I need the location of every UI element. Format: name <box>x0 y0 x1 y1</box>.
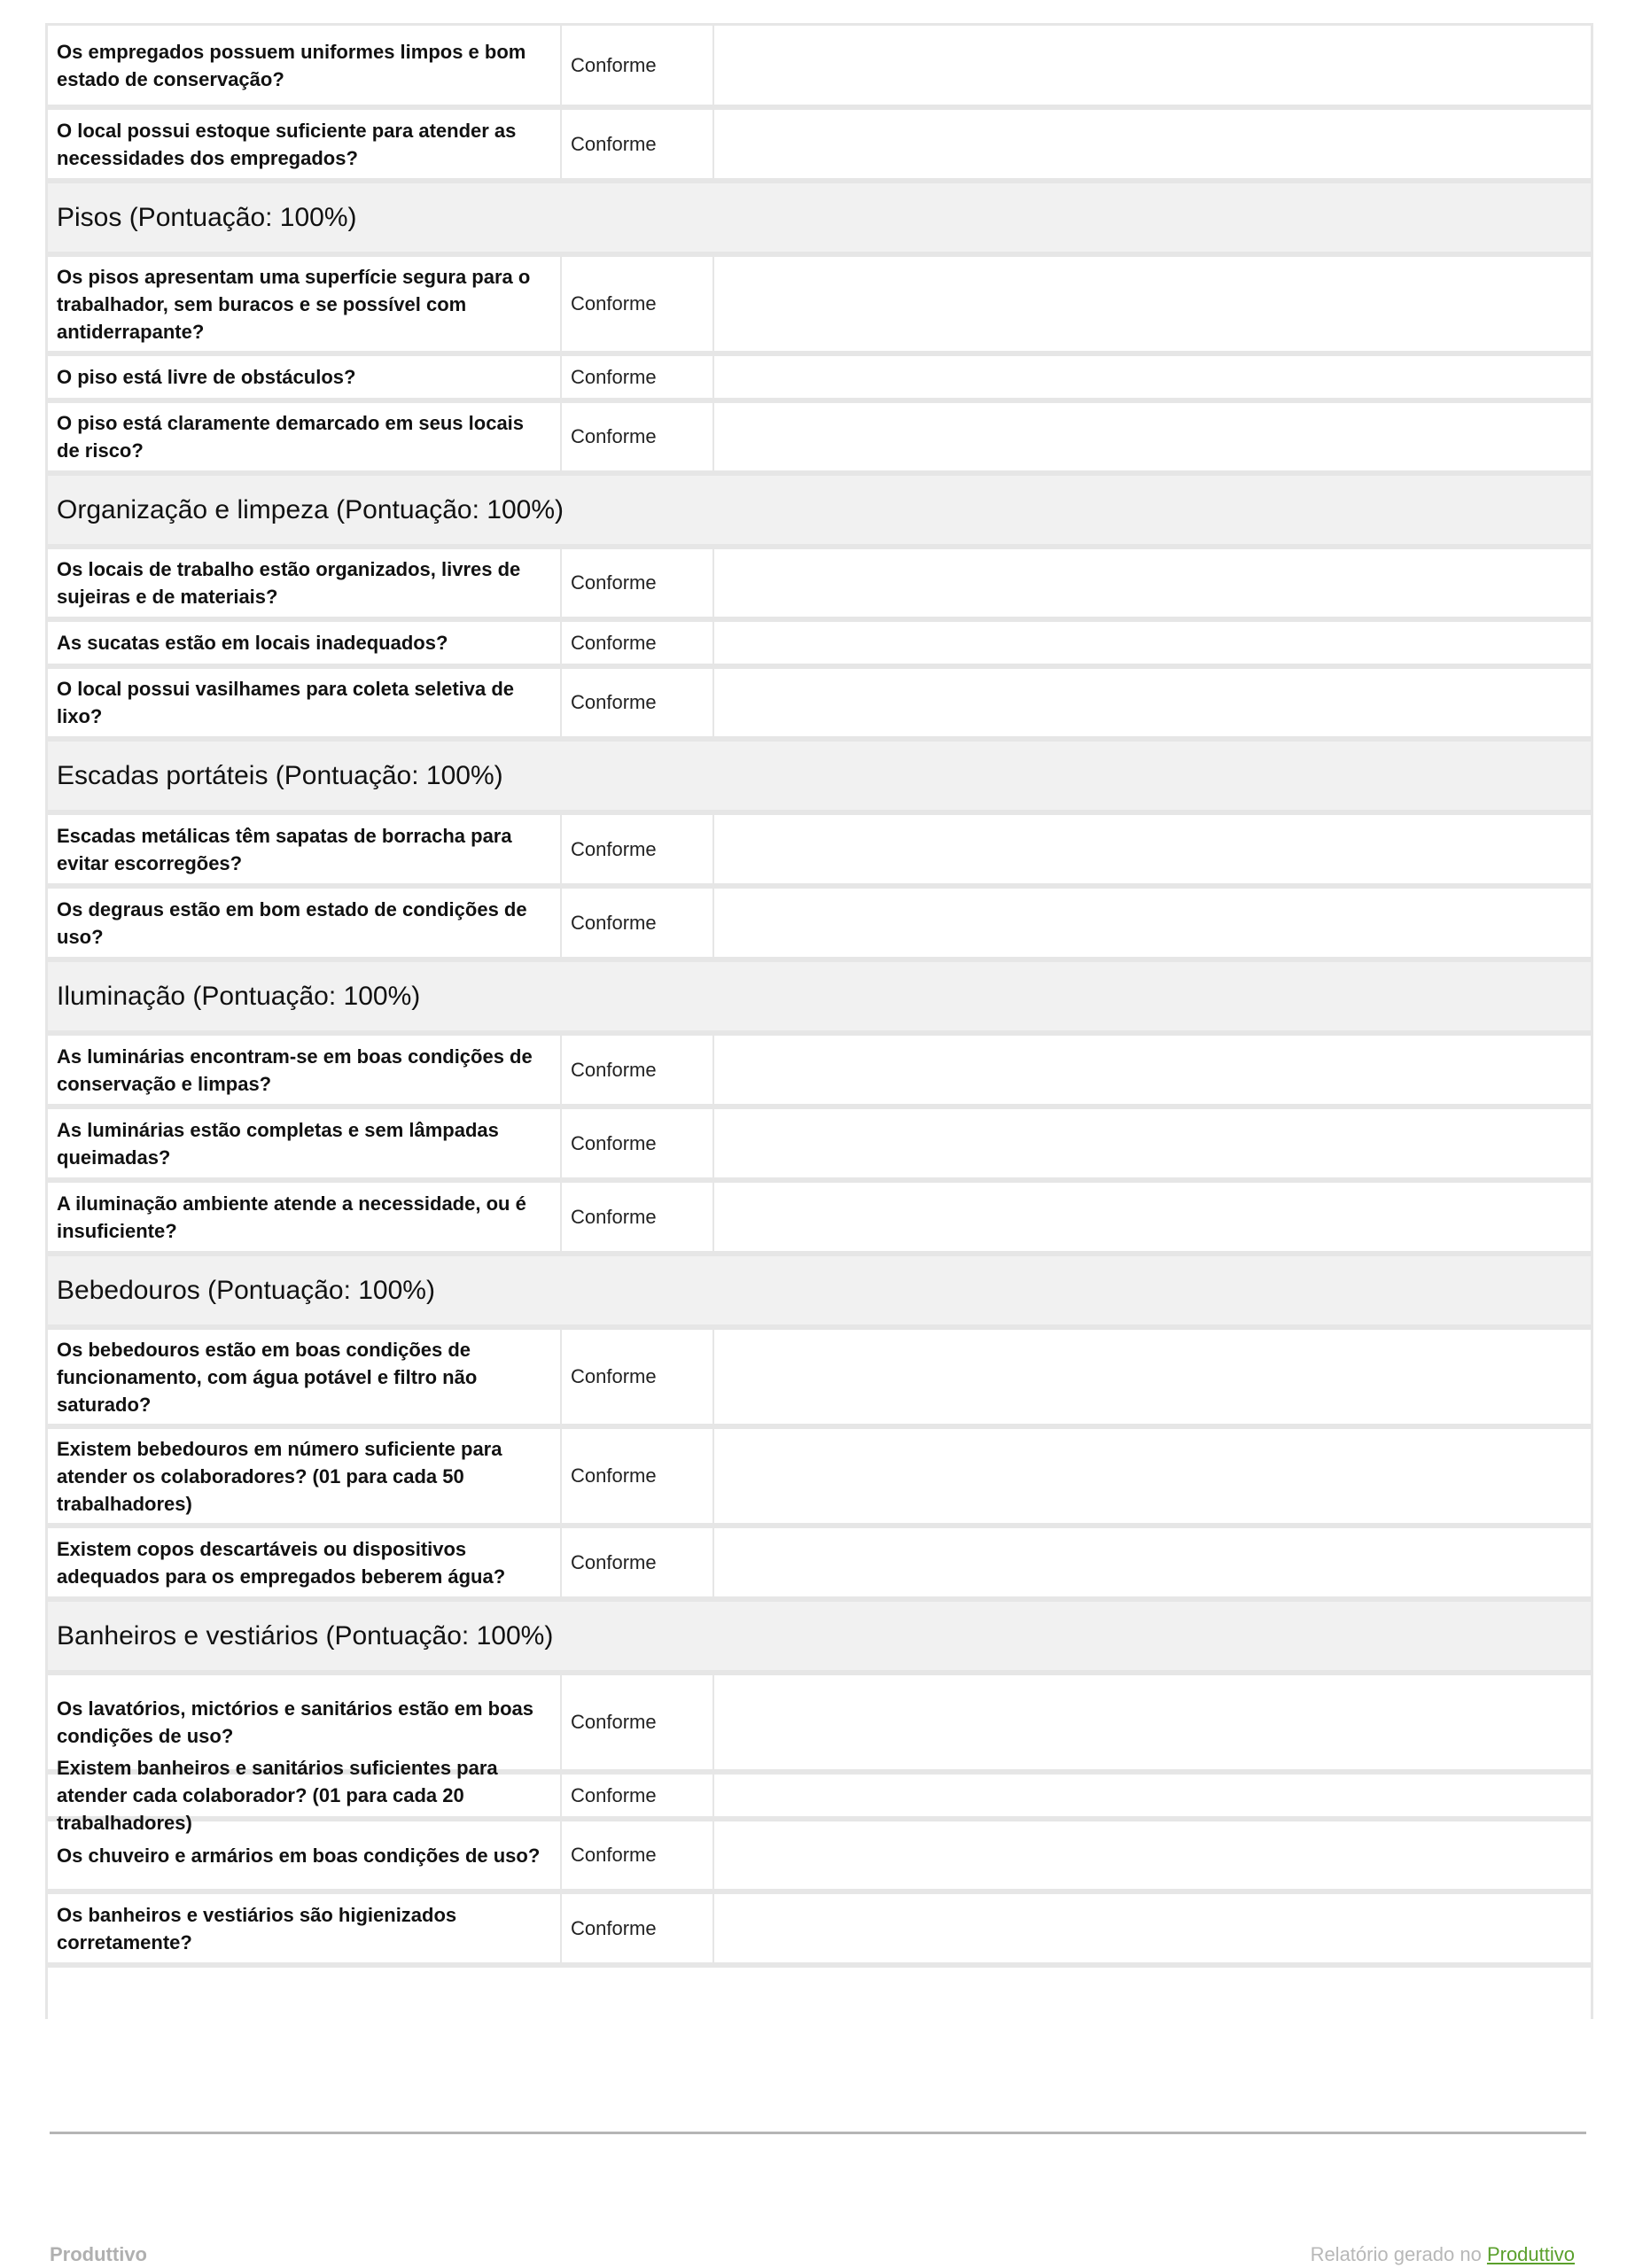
status-cell: Conforme <box>562 889 714 957</box>
question-cell: Os empregados possuem uniformes limpos e bom estado de conservação? <box>48 26 562 105</box>
question-cell: Existem bebedouros em número suficiente para atender os colaboradores? (01 para cada 50 trabalhadores) <box>48 1429 562 1523</box>
notes-cell <box>714 1330 1591 1424</box>
question-cell: Os lavatórios, mictórios e sanitários estão em boas condições de uso? <box>48 1675 562 1769</box>
section-header: Bebedouros (Pontuação: 100%) <box>48 1256 1591 1330</box>
table-row <box>48 889 1591 962</box>
status-cell: Conforme <box>562 1109 714 1177</box>
footer-generated <box>1311 2243 1575 2266</box>
table-row <box>48 549 1591 622</box>
status-cell: Conforme <box>562 1036 714 1104</box>
notes-cell <box>714 1036 1591 1104</box>
notes-cell <box>714 1821 1591 1889</box>
status-cell: Conforme <box>562 622 714 664</box>
footer-divider <box>50 2132 1586 2134</box>
notes-cell <box>714 1894 1591 1962</box>
notes-cell <box>714 403 1591 470</box>
section-header: Banheiros e vestiários (Pontuação: 100%) <box>48 1602 1591 1675</box>
question-cell: Os degraus estão em bom estado de condições de uso? <box>48 889 562 957</box>
status-cell: Conforme <box>562 1183 714 1251</box>
status-cell: Conforme <box>562 356 714 398</box>
table-row <box>48 1429 1591 1528</box>
footer-brand: Produttivo <box>50 2243 147 2265</box>
question-cell: Os banheiros e vestiários são higienizados corretamente? <box>48 1894 562 1962</box>
table-row <box>48 1109 1591 1183</box>
status-cell: Conforme <box>562 549 714 617</box>
question-cell: Os bebedouros estão em boas condições de funcionamento, com água potável e filtro não saturado? <box>48 1330 562 1424</box>
table-row <box>48 356 1591 403</box>
checklist-table <box>45 23 1593 2019</box>
status-cell: Conforme <box>562 26 714 105</box>
status-cell: Conforme <box>562 1675 714 1769</box>
table-row <box>48 815 1591 889</box>
footer-generated-text: Relatório gerado no <box>1310 2243 1482 2265</box>
question-cell: O local possui vasilhames para coleta seletiva de lixo? <box>48 669 562 736</box>
question-cell: O local possui estoque suficiente para atender as necessidades dos empregados? <box>48 110 562 178</box>
status-cell: Conforme <box>562 669 714 736</box>
section-header: Pisos (Pontuação: 100%) <box>48 183 1591 257</box>
notes-cell <box>714 1675 1591 1769</box>
footer-produttivo-link[interactable]: Produttivo <box>1486 2243 1575 2265</box>
notes-cell <box>714 1109 1591 1177</box>
status-cell: Conforme <box>562 1429 714 1523</box>
question-cell: Existem copos descartáveis ou dispositivos adequados para os empregados beberem água? <box>48 1528 562 1596</box>
question-cell: O piso está claramente demarcado em seus locais de risco? <box>48 403 562 470</box>
section-header: Iluminação (Pontuação: 100%) <box>48 962 1591 1036</box>
table-row <box>48 110 1591 183</box>
notes-cell <box>714 356 1591 398</box>
table-row <box>48 403 1591 476</box>
table-row <box>48 1528 1591 1602</box>
status-cell: Conforme <box>562 1330 714 1424</box>
section-header: Escadas portáteis (Pontuação: 100%) <box>48 742 1591 815</box>
table-row <box>48 257 1591 356</box>
question-cell: As sucatas estão em locais inadequados? <box>48 622 562 664</box>
question-cell: Os locais de trabalho estão organizados, livres de sujeiras e de materiais? <box>48 549 562 617</box>
table-row <box>48 669 1591 742</box>
notes-cell <box>714 257 1591 351</box>
table-tail <box>48 1968 1591 2019</box>
question-cell: A iluminação ambiente atende a necessidade, ou é insuficiente? <box>48 1183 562 1251</box>
notes-cell <box>714 26 1591 105</box>
notes-cell <box>714 549 1591 617</box>
question-cell: Escadas metálicas têm sapatas de borracha para evitar escorregões? <box>48 815 562 883</box>
table-row <box>48 1775 1591 1821</box>
section-header: Organização e limpeza (Pontuação: 100%) <box>48 476 1591 549</box>
question-cell: atender cada colaborador? (01 para cada 20 <box>48 1775 562 1816</box>
question-cell: Os pisos apresentam uma superfície segura para o trabalhador, sem buracos e se possível com antiderrapante? <box>48 257 562 351</box>
status-cell: Conforme <box>562 1528 714 1596</box>
status-cell: Conforme <box>562 403 714 470</box>
notes-cell <box>714 889 1591 957</box>
table-row <box>48 622 1591 669</box>
table-row <box>48 1894 1591 1968</box>
table-row <box>48 1821 1591 1894</box>
status-cell: Conforme <box>562 1775 714 1816</box>
notes-cell <box>714 1183 1591 1251</box>
notes-cell <box>714 815 1591 883</box>
status-cell: Conforme <box>562 815 714 883</box>
notes-cell <box>714 1775 1591 1816</box>
question-cell: As luminárias encontram-se em boas condições de conservação e limpas? <box>48 1036 562 1104</box>
notes-cell <box>714 1528 1591 1596</box>
question-cell: As luminárias estão completas e sem lâmpadas queimadas? <box>48 1109 562 1177</box>
notes-cell <box>714 669 1591 736</box>
table-row <box>48 26 1591 110</box>
question-cell: O piso está livre de obstáculos? <box>48 356 562 398</box>
notes-cell <box>714 110 1591 178</box>
notes-cell <box>714 622 1591 664</box>
table-row <box>48 1036 1591 1109</box>
notes-cell <box>714 1429 1591 1523</box>
table-row <box>48 1330 1591 1429</box>
question-cell: Os chuveiro e armários em boas condições de uso? <box>48 1821 562 1889</box>
status-cell: Conforme <box>562 1821 714 1889</box>
status-cell: Conforme <box>562 1894 714 1962</box>
table-row <box>48 1183 1591 1256</box>
status-cell: Conforme <box>562 110 714 178</box>
status-cell: Conforme <box>562 257 714 351</box>
